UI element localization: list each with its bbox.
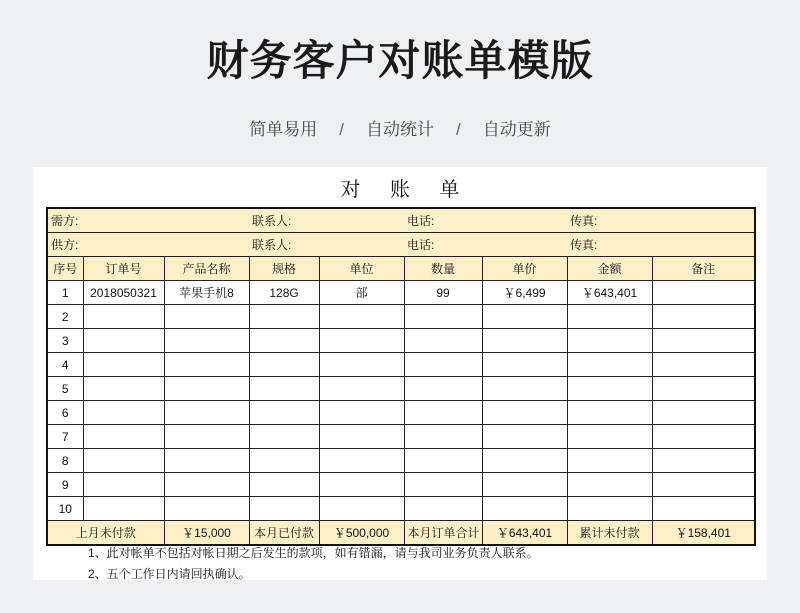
product-name-cell[interactable] [164, 329, 249, 353]
seq-cell: 9 [47, 473, 83, 497]
statement-table [46, 207, 756, 546]
note-1: 1、此对帐单不包括对帐日期之后发生的款项，如有错漏，请与我司业务负责人联系。 [88, 546, 539, 560]
unit-price-cell[interactable]: ￥6,499 [482, 281, 567, 305]
unit-cell[interactable] [319, 353, 404, 377]
remark-cell[interactable] [652, 425, 755, 449]
seq-cell: 8 [47, 449, 83, 473]
table-row [47, 497, 755, 521]
supplier-phone-label[interactable]: 电话: [404, 233, 567, 257]
column-header: 规格 [249, 257, 319, 281]
statement-sheet [33, 167, 767, 580]
supplier-label[interactable]: 供方: [47, 233, 249, 257]
buyer-fax-label[interactable]: 传真: [567, 208, 755, 233]
column-header: 产品名称 [164, 257, 249, 281]
amount-cell[interactable]: ￥643,401 [567, 281, 652, 305]
spec-cell[interactable] [249, 305, 319, 329]
amount-cell[interactable] [567, 353, 652, 377]
remark-cell[interactable] [652, 305, 755, 329]
cumulative-unpaid-value[interactable]: ￥158,401 [652, 521, 755, 546]
quantity-cell[interactable] [404, 377, 482, 401]
supplier-fax-label[interactable]: 传真: [567, 233, 755, 257]
quantity-cell[interactable] [404, 401, 482, 425]
quantity-cell[interactable] [404, 473, 482, 497]
remark-cell[interactable] [652, 401, 755, 425]
feature-auto-stat: 自动统计 [366, 120, 434, 139]
quantity-cell[interactable] [404, 497, 482, 521]
order-no-cell[interactable]: 2018050321 [83, 281, 164, 305]
amount-cell[interactable] [567, 401, 652, 425]
sheet-title: 对 账 单 [340, 179, 472, 201]
product-name-cell[interactable] [164, 401, 249, 425]
this-month-paid-label: 本月已付款 [249, 521, 319, 546]
seq-cell: 2 [47, 305, 83, 329]
unit-price-cell[interactable] [482, 401, 567, 425]
table-row [47, 377, 755, 401]
supplier-info-row [47, 233, 755, 257]
amount-cell[interactable] [567, 425, 652, 449]
spec-cell[interactable] [249, 473, 319, 497]
quantity-cell[interactable] [404, 353, 482, 377]
seq-cell: 10 [47, 497, 83, 521]
unit-cell[interactable]: 部 [319, 281, 404, 305]
unit-price-cell[interactable] [482, 473, 567, 497]
remark-cell[interactable] [652, 497, 755, 521]
order-no-cell[interactable] [83, 305, 164, 329]
seq-cell: 3 [47, 329, 83, 353]
unit-price-cell[interactable] [482, 353, 567, 377]
remark-cell[interactable] [652, 329, 755, 353]
order-no-cell[interactable] [83, 401, 164, 425]
buyer-contact-label[interactable]: 联系人: [249, 208, 404, 233]
column-header: 单位 [319, 257, 404, 281]
remark-cell[interactable] [652, 449, 755, 473]
order-no-cell[interactable] [83, 497, 164, 521]
product-name-cell[interactable] [164, 473, 249, 497]
product-name-cell[interactable]: 苹果手机8 [164, 281, 249, 305]
seq-cell: 7 [47, 425, 83, 449]
table-header-row [47, 257, 755, 281]
table-row [47, 473, 755, 497]
unit-price-cell[interactable] [482, 449, 567, 473]
amount-cell[interactable] [567, 449, 652, 473]
spec-cell[interactable] [249, 401, 319, 425]
quantity-cell[interactable] [404, 329, 482, 353]
separator: / [339, 120, 344, 139]
product-name-cell[interactable] [164, 377, 249, 401]
product-name-cell[interactable] [164, 353, 249, 377]
product-name-cell[interactable] [164, 305, 249, 329]
buyer-label[interactable]: 需方: [47, 208, 249, 233]
unit-price-cell[interactable] [482, 425, 567, 449]
supplier-contact-label[interactable]: 联系人: [249, 233, 404, 257]
order-no-cell[interactable] [83, 329, 164, 353]
cumulative-unpaid-label: 累计未付款 [567, 521, 652, 546]
table-row [47, 305, 755, 329]
unit-price-cell[interactable] [482, 305, 567, 329]
unit-price-cell[interactable] [482, 329, 567, 353]
table-row [47, 401, 755, 425]
column-header: 备注 [652, 257, 755, 281]
note-2: 2、五个工作日内请回执确认。 [88, 567, 251, 580]
amount-cell[interactable] [567, 329, 652, 353]
column-header: 序号 [47, 257, 83, 281]
buyer-phone-label[interactable]: 电话: [404, 208, 567, 233]
quantity-cell[interactable] [404, 449, 482, 473]
column-header: 数量 [404, 257, 482, 281]
this-month-paid-value[interactable]: ￥500,000 [319, 521, 404, 546]
unit-cell[interactable] [319, 377, 404, 401]
seq-cell: 5 [47, 377, 83, 401]
subtitle [0, 115, 800, 140]
order-no-cell[interactable] [83, 377, 164, 401]
product-name-cell[interactable] [164, 449, 249, 473]
unit-price-cell[interactable] [482, 497, 567, 521]
table-row [47, 353, 755, 377]
remark-cell[interactable] [652, 281, 755, 305]
remark-cell[interactable] [652, 353, 755, 377]
quantity-cell[interactable]: 99 [404, 281, 482, 305]
unit-price-cell[interactable] [482, 377, 567, 401]
unit-cell[interactable] [319, 449, 404, 473]
unit-cell[interactable] [319, 473, 404, 497]
summary-row [47, 521, 755, 546]
order-no-cell[interactable] [83, 449, 164, 473]
table-row [47, 329, 755, 353]
product-name-cell[interactable] [164, 425, 249, 449]
spec-cell[interactable] [249, 425, 319, 449]
column-header: 订单号 [83, 257, 164, 281]
table-row [47, 425, 755, 449]
seq-cell: 6 [47, 401, 83, 425]
this-month-total-label: 本月订单合计 [404, 521, 482, 546]
spec-cell[interactable] [249, 449, 319, 473]
spec-cell[interactable] [249, 329, 319, 353]
unit-cell[interactable] [319, 425, 404, 449]
remark-cell[interactable] [652, 377, 755, 401]
quantity-cell[interactable] [404, 425, 482, 449]
unit-cell[interactable] [319, 305, 404, 329]
order-no-cell[interactable] [83, 425, 164, 449]
page-title: 财务客户对账单模版 [206, 37, 594, 84]
spec-cell[interactable] [249, 377, 319, 401]
order-no-cell[interactable] [83, 473, 164, 497]
amount-cell[interactable] [567, 377, 652, 401]
unit-cell[interactable] [319, 401, 404, 425]
seq-cell: 1 [47, 281, 83, 305]
feature-auto-update: 自动更新 [482, 120, 551, 139]
buyer-info-row [47, 208, 755, 233]
spec-cell[interactable] [249, 497, 319, 521]
table-row [47, 281, 755, 305]
this-month-total-value[interactable]: ￥643,401 [482, 521, 567, 546]
last-month-unpaid-label: 上月未付款 [47, 521, 164, 546]
amount-cell[interactable] [567, 473, 652, 497]
amount-cell[interactable] [567, 305, 652, 329]
unit-cell[interactable] [319, 497, 404, 521]
column-header: 单价 [482, 257, 567, 281]
separator: / [456, 120, 461, 139]
amount-cell[interactable] [567, 497, 652, 521]
feature-easy: 简单易用 [249, 120, 318, 139]
order-no-cell[interactable] [83, 353, 164, 377]
seq-cell: 4 [47, 353, 83, 377]
spec-cell[interactable] [249, 353, 319, 377]
product-name-cell[interactable] [164, 497, 249, 521]
column-header: 金额 [567, 257, 652, 281]
unit-cell[interactable] [319, 329, 404, 353]
remark-cell[interactable] [652, 473, 755, 497]
spec-cell[interactable]: 128G [249, 281, 319, 305]
table-row [47, 449, 755, 473]
last-month-unpaid-value[interactable]: ￥15,000 [164, 521, 249, 546]
quantity-cell[interactable] [404, 305, 482, 329]
